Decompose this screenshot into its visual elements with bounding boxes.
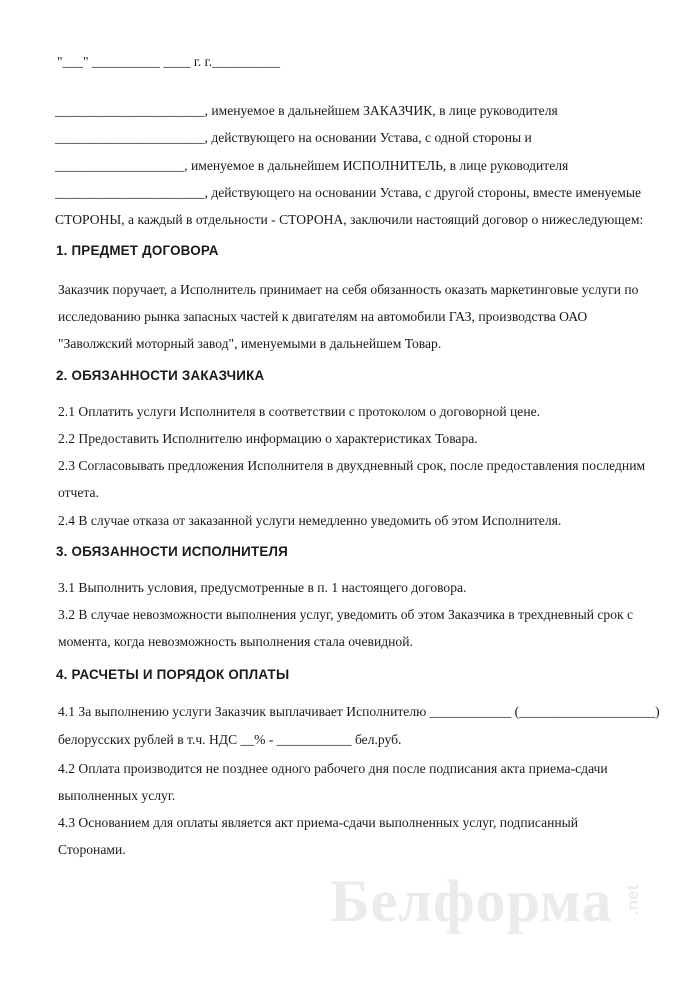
paragraph-line: исследованию рынка запасных частей к двигателям на автомобили ГАЗ, производства ОАО [58,309,588,324]
clause-line: 2.3 Согласовывать предложения Исполнителя в двухдневный срок, после предоставления последним [58,458,646,473]
clause-line: 4.2 Оплата производится не позднее одного рабочего дня после подписания акта приема-сдачи [58,761,608,776]
party-line: ______________________, действующего на основании Устава, с другой стороны, вместе именуемые [55,185,642,200]
clause-line: отчета. [58,485,99,500]
watermark-logo: Белформа [330,868,613,934]
paragraph-line: "Заволжский моторный завод", именуемыми в дальнейшем Товар. [58,336,442,351]
date-line: "___" __________ ____ г. г.__________ [57,54,281,69]
paragraph-line: Заказчик поручает, а Исполнитель принимает на себя обязанность оказать маркетинговые услуги по [58,282,639,297]
party-line: ___________________, именуемое в дальнейшем ИСПОЛНИТЕЛЬ, в лице руководителя [55,158,569,173]
clause-line: 3.2 В случае невозможности выполнения услуг, уведомить об этом Заказчика в трехдневный срок с [58,607,634,622]
watermark-suffix [623,866,654,936]
clause-line: 2.1 Оплатить услуги Исполнителя в соответствии с протоколом о договорной цене. [58,404,541,419]
section-2-title: 2. ОБЯЗАННОСТИ ЗАКАЗЧИКА [56,368,265,383]
section-3-title: 3. ОБЯЗАННОСТИ ИСПОЛНИТЕЛЯ [56,544,288,559]
section-4-title: 4. РАСЧЕТЫ И ПОРЯДОК ОПЛАТЫ [56,667,290,682]
watermark-suffix-text: .net [623,884,643,916]
party-line: ______________________, действующего на основании Устава, с одной стороны и [55,130,532,145]
clause-line: 3.1 Выполнить условия, предусмотренные в п. 1 настоящего договора. [58,580,467,595]
clause-line: Сторонами. [58,842,126,857]
party-line: СТОРОНЫ, а каждый в отдельности - СТОРОНА, заключили настоящий договор о нижеследующем: [55,212,644,227]
clause-line: 2.2 Предоставить Исполнителю информацию о характеристиках Товара. [58,431,478,446]
clause-line: 4.3 Основанием для оплаты является акт приема-сдачи выполненных услуг, подписанный [58,815,579,830]
clause-line: 4.1 За выполнению услуги Заказчик выплачивает Исполнителю ____________ (____________________) [58,704,660,719]
clause-line: момента, когда невозможность выполнения стала очевидной. [58,634,413,649]
section-1-title: 1. ПРЕДМЕТ ДОГОВОРА [56,243,219,258]
party-line: ______________________, именуемое в дальнейшем ЗАКАЗЧИК, в лице руководителя [55,103,558,118]
clause-line: 2.4 В случае отказа от заказанной услуги немедленно уведомить об этом Исполнителя. [58,513,562,528]
clause-line: выполненных услуг. [58,788,176,803]
clause-line: белорусских рублей в т.ч. НДС __% - ___________ бел.руб. [58,732,402,747]
